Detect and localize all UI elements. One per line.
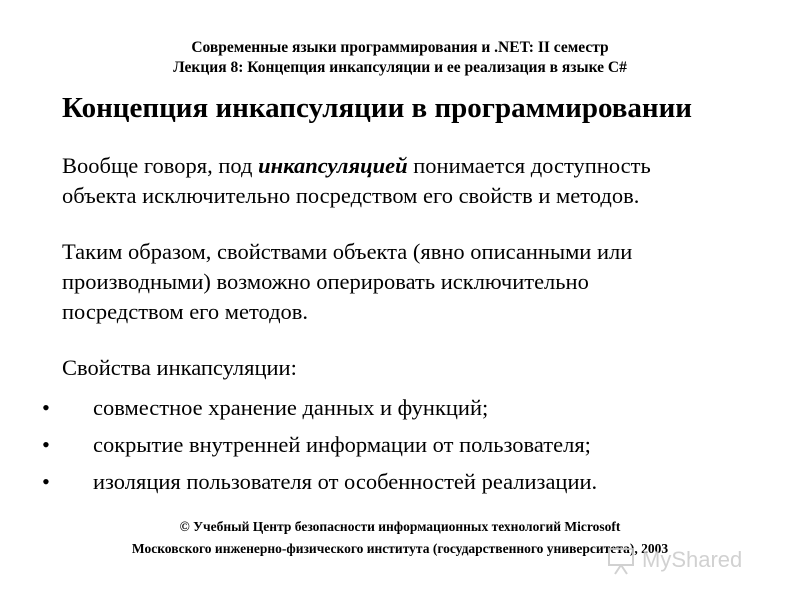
copyright-line-2: Московского инженерно-физического института (государственного университета), 2003	[131, 541, 669, 556]
copyright-line-1: © Учебный Центр безопасности информационных технологий Microsoft	[179, 519, 621, 534]
course-header	[0, 38, 800, 78]
lecture-title: Лекция 8: Концепция инкапсуляции и ее реализация в языке C#	[173, 59, 627, 76]
bullet-icon: •	[42, 469, 50, 494]
watermark-text: MyShared	[642, 547, 743, 572]
presentation-screen-icon	[606, 546, 636, 576]
definition-text-before: Вообще говоря, под	[62, 153, 259, 178]
list-item	[0, 393, 800, 430]
paragraph-consequence: Таким образом, свойствами объекта (явно описанными или производными) возможно оперировать исключительно посредством его методов.	[62, 239, 633, 324]
list-item	[0, 467, 800, 504]
list-item-text: совместное хранение данных и функций;	[93, 395, 489, 420]
list-item-text: сокрытие внутренней информации от пользователя;	[93, 432, 591, 457]
properties-list	[0, 393, 800, 504]
definition-emphasis: инкапсуляцией	[258, 153, 408, 178]
watermark	[606, 540, 766, 580]
list-item-text: изоляция пользователя от особенностей реализации.	[93, 469, 598, 494]
bullet-icon: •	[42, 395, 50, 420]
bullet-icon: •	[42, 432, 50, 457]
slide-title: Концепция инкапсуляции в программировании	[62, 92, 693, 124]
course-title: Современные языки программирования и .NET: II семестр	[191, 39, 609, 56]
list-item	[0, 430, 800, 467]
definition-text-after: понимается доступность объекта исключительно посредством его свойств и методов.	[62, 153, 651, 208]
paragraph-definition	[62, 151, 782, 211]
properties-heading: Свойства инкапсуляции:	[62, 355, 297, 380]
